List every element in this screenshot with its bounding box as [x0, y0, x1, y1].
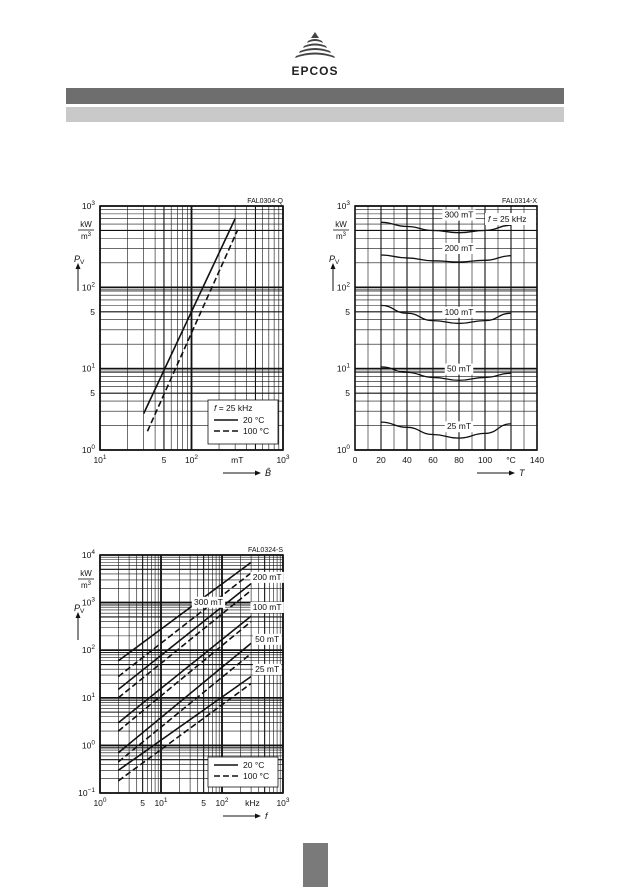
legend-label: 100 °C [243, 771, 270, 781]
x-tick-label: 20 [376, 455, 386, 465]
chart-code-label: FAL0304-Q [247, 198, 283, 205]
series-line [118, 622, 251, 732]
x-tick-label: $10^1$ [154, 797, 168, 808]
y-tick-label: 5 [345, 388, 350, 399]
chart-code-label: FAL0314-X [501, 198, 537, 205]
y-tick-label: $10^3$ [81, 596, 95, 608]
x-tick-label: 100 [477, 455, 493, 465]
curve-label: 100 mT [252, 601, 282, 612]
x-tick-label: 60 [428, 455, 438, 465]
x-axis-label: B̂ [265, 468, 272, 478]
x-tick-label: $10^0$ [93, 797, 107, 808]
y-tick-label: $10^0$ [336, 444, 350, 455]
y-unit-denominator: $m^3$ [80, 581, 92, 590]
x-tick-label: $10^3$ [276, 797, 290, 808]
y-tick-label: $10^2$ [336, 281, 350, 293]
x-axis-unit: kHz [245, 798, 260, 808]
curve-label: 50 mT [446, 363, 472, 374]
curve-label: 25 mT [255, 663, 280, 674]
legend-label: 100 °C [243, 426, 270, 436]
x-axis-unit: mT [231, 455, 244, 465]
y-tick-label: $10^0$ [81, 444, 95, 455]
curve-label: 300 mT [444, 209, 474, 220]
y-unit-numerator: kW [80, 569, 92, 578]
curve-label: 25 mT [446, 421, 472, 432]
y-tick-label: $10^1$ [81, 691, 95, 703]
legend-label: 20 °C [243, 415, 265, 425]
x-tick-label: $10^2$ [215, 797, 229, 808]
y-unit-numerator: kW [335, 220, 347, 229]
x-tick-label: $10^1$ [93, 454, 107, 465]
curve-label: 200 mT [252, 571, 282, 582]
x-axis-label: f [265, 811, 268, 821]
x-tick-label: 40 [402, 455, 412, 465]
curve-label: 200 mT [444, 242, 474, 253]
y-unit-denominator: $m^3$ [335, 232, 347, 241]
y-tick-label: $10^1$ [81, 362, 95, 374]
chart-code-label: FAL0324-S [247, 547, 283, 554]
legend-title: f = 25 kHz [214, 403, 253, 413]
curve-label: 100 mT [444, 306, 474, 317]
y-tick-label: $10^3$ [81, 200, 95, 211]
series-line [118, 590, 251, 697]
y-axis-label: $P_V$ [329, 254, 340, 266]
y-unit-numerator: kW [80, 220, 92, 229]
y-tick-label: $10^2$ [81, 644, 95, 656]
x-axis-unit: °C [506, 455, 516, 465]
legend-label: 20 °C [243, 760, 265, 770]
x-tick-label: 80 [454, 455, 464, 465]
x-tick-label: 5 [201, 798, 207, 808]
x-tick-label: 5 [140, 798, 146, 808]
y-unit-denominator: $m^3$ [80, 232, 92, 241]
y-tick-label: $10^{-1}$ [78, 787, 95, 798]
x-axis-arrow-head [255, 814, 261, 819]
brand-name: EPCOS [291, 64, 339, 78]
y-axis-label: $P_V$ [74, 254, 85, 266]
y-tick-label: 5 [90, 388, 95, 399]
x-tick-label: 5 [161, 455, 167, 465]
x-axis-label: T [519, 468, 525, 478]
y-tick-label: $10^4$ [81, 549, 95, 560]
x-tick-label: 140 [529, 455, 545, 465]
curve-label: 300 mT [194, 596, 223, 607]
curve-label: 50 mT [255, 633, 280, 644]
series-line [118, 562, 251, 660]
y-tick-label: $10^1$ [336, 362, 350, 374]
annotation-text: f = 25 kHz [488, 214, 527, 224]
y-tick-label: 5 [345, 306, 350, 317]
x-tick-label: 0 [352, 455, 358, 465]
y-tick-label: $10^2$ [81, 281, 95, 293]
x-tick-label: $10^2$ [184, 454, 199, 465]
y-tick-label: $10^3$ [336, 200, 350, 211]
y-tick-label: $10^0$ [81, 739, 95, 751]
x-tick-label: $10^3$ [276, 454, 290, 465]
series-line [118, 584, 251, 690]
y-tick-label: 5 [90, 306, 95, 317]
y-axis-label: $P_V$ [74, 603, 85, 615]
